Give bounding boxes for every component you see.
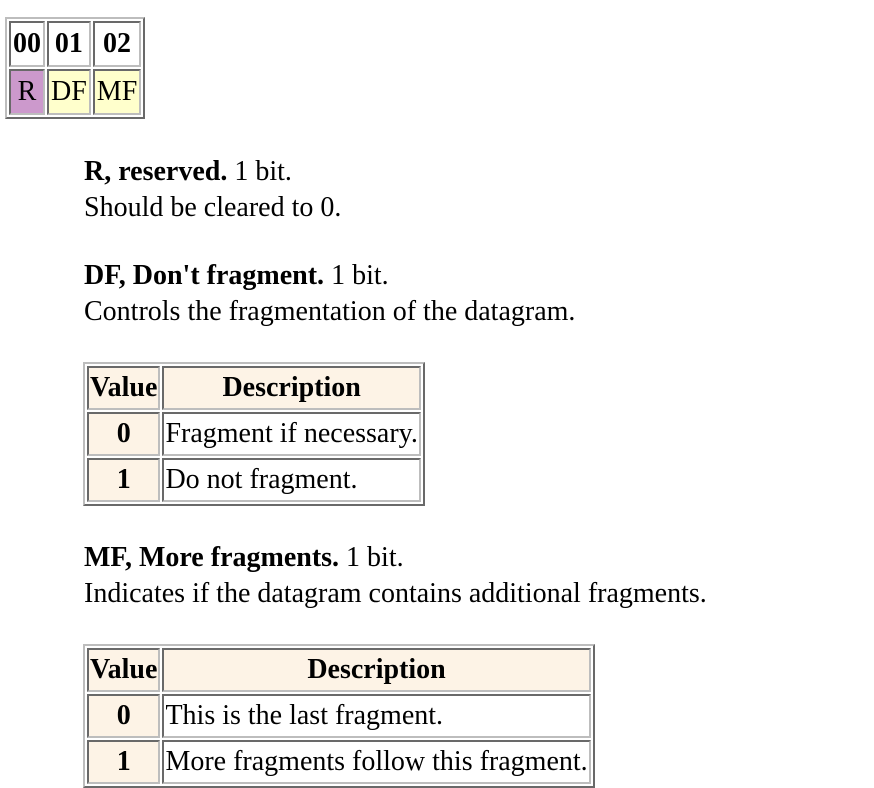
bit-number-02: 02 bbox=[93, 21, 141, 67]
field-descriptions bbox=[84, 154, 707, 788]
value-cell: 1 bbox=[87, 458, 160, 502]
description-cell: Fragment if necessary. bbox=[162, 412, 420, 456]
field-df-size: 1 bit. bbox=[331, 260, 389, 291]
value-cell: 0 bbox=[87, 412, 160, 456]
value-column-header: Value bbox=[87, 366, 160, 410]
value-cell: 0 bbox=[87, 694, 160, 738]
field-df-title: DF, Don't fragment. bbox=[84, 260, 325, 291]
description-cell: Do not fragment. bbox=[162, 458, 420, 502]
field-df bbox=[84, 258, 707, 330]
bit-number-00: 00 bbox=[9, 21, 45, 67]
table-row bbox=[87, 694, 591, 738]
bit-field-df: DF bbox=[47, 69, 91, 115]
table-header-row bbox=[87, 648, 591, 692]
bit-number-01: 01 bbox=[47, 21, 91, 67]
bit-header-row bbox=[9, 21, 141, 67]
field-mf-title: MF, More fragments. bbox=[84, 542, 340, 573]
description-column-header: Description bbox=[162, 366, 420, 410]
mf-values-table bbox=[83, 644, 595, 788]
df-values-table bbox=[83, 362, 425, 506]
value-cell: 1 bbox=[87, 740, 160, 784]
field-mf-heading bbox=[84, 540, 707, 576]
table-header-row bbox=[87, 366, 421, 410]
field-r-size: 1 bit. bbox=[234, 156, 292, 187]
field-mf-description: Indicates if the datagram contains additional fragments. bbox=[84, 578, 707, 609]
field-r-description: Should be cleared to 0. bbox=[84, 192, 342, 223]
bit-field-r: R bbox=[9, 69, 45, 115]
bit-layout-table bbox=[5, 17, 145, 119]
field-df-heading bbox=[84, 258, 707, 294]
field-mf-size: 1 bit. bbox=[346, 542, 404, 573]
field-df-description: Controls the fragmentation of the datagram. bbox=[84, 296, 576, 327]
table-row bbox=[87, 412, 421, 456]
description-cell: More fragments follow this fragment. bbox=[162, 740, 590, 784]
table-row bbox=[87, 458, 421, 502]
description-column-header: Description bbox=[162, 648, 590, 692]
bit-field-mf: MF bbox=[93, 69, 141, 115]
field-r-heading bbox=[84, 154, 707, 190]
field-mf bbox=[84, 540, 707, 612]
field-r bbox=[84, 154, 707, 226]
value-column-header: Value bbox=[87, 648, 160, 692]
table-row bbox=[87, 740, 591, 784]
bit-field-row bbox=[9, 69, 141, 115]
field-r-title: R, reserved. bbox=[84, 156, 228, 187]
description-cell: This is the last fragment. bbox=[162, 694, 590, 738]
